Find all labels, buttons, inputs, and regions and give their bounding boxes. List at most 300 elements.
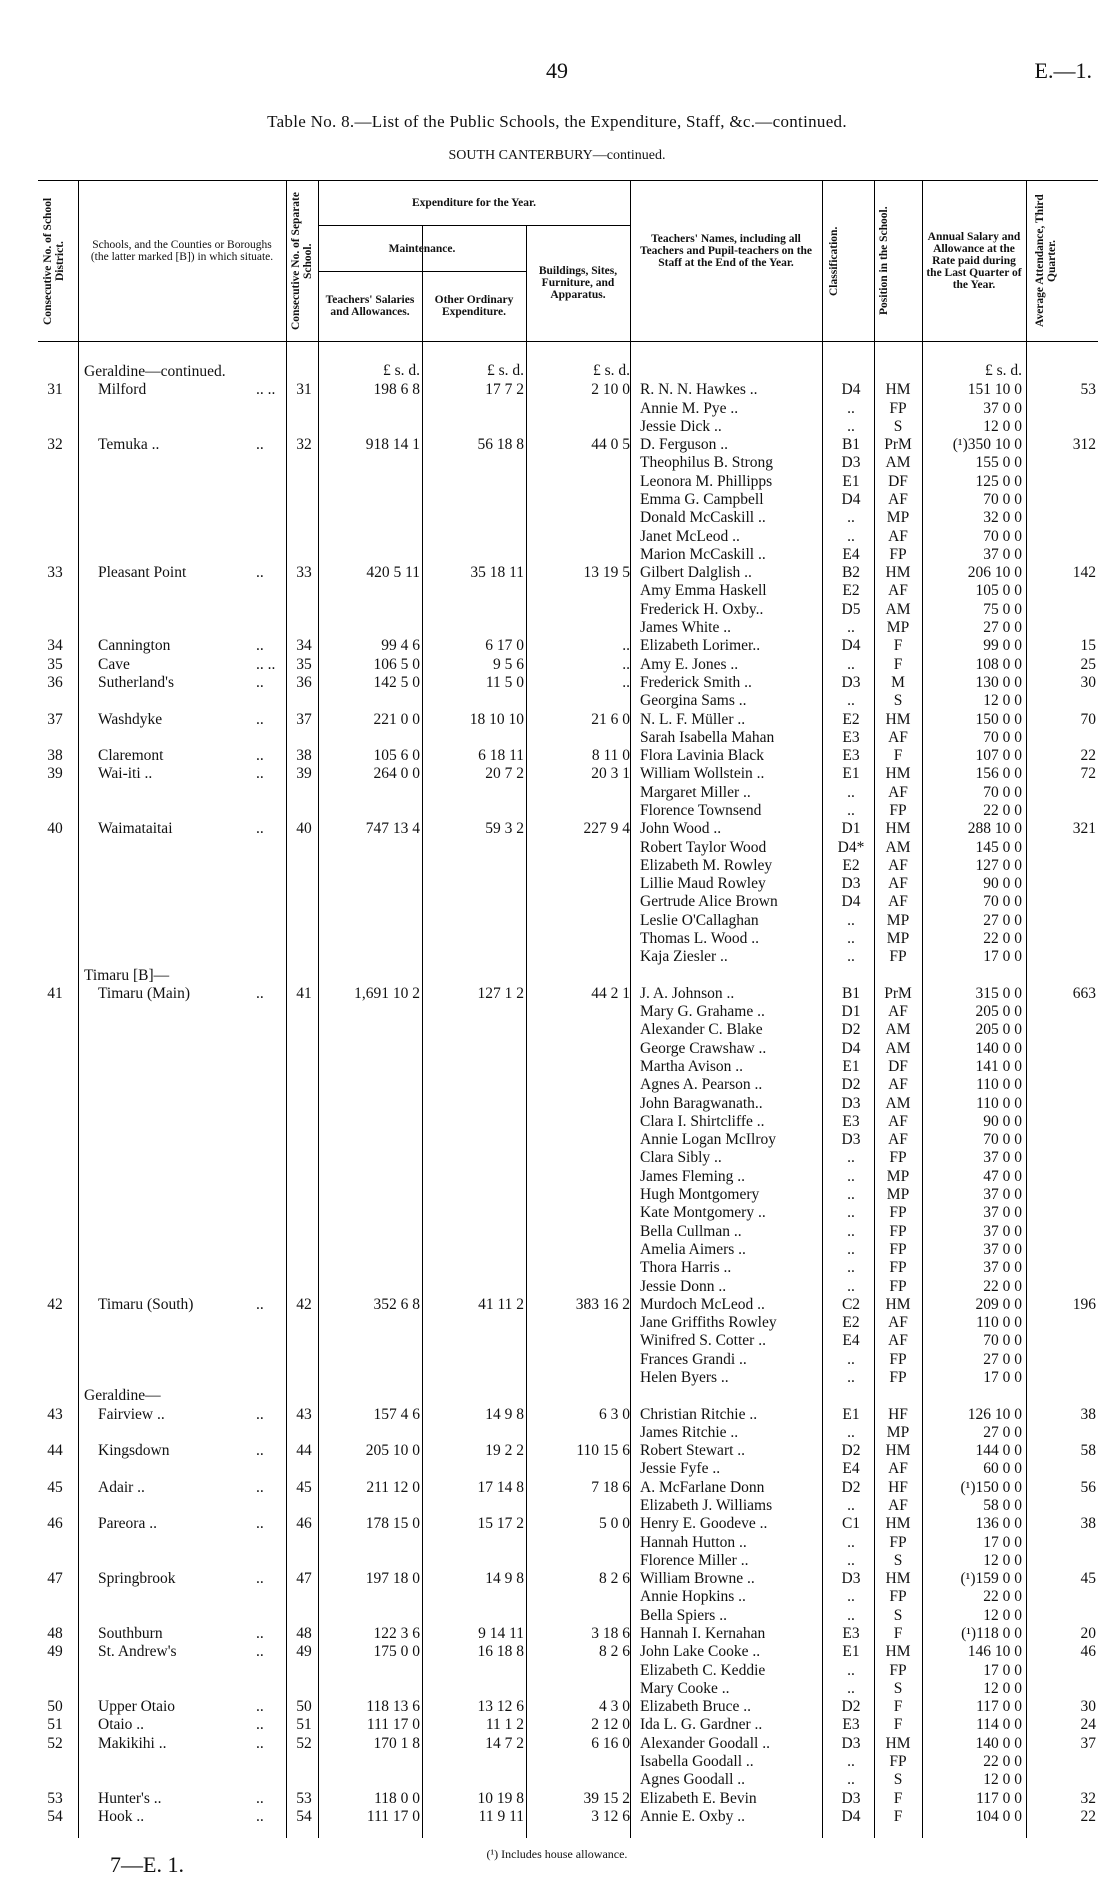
position: HF — [888, 1478, 908, 1496]
table-row — [0, 1278, 1114, 1296]
school-name: Springbrook — [98, 1570, 176, 1588]
teacher-name: Kate Montgomery .. — [640, 1204, 766, 1222]
attendance: 30 — [1080, 673, 1096, 691]
classification: E1 — [842, 765, 860, 783]
position: AF — [888, 856, 908, 874]
leader-dots: .. — [256, 436, 264, 454]
classification: E3 — [842, 1112, 860, 1130]
header-maintenance: Maintenance. — [388, 243, 456, 255]
buildings: .. — [622, 673, 630, 691]
classification: D4 — [841, 893, 861, 911]
annual-salary: 105 0 0 — [975, 582, 1022, 600]
position: FP — [889, 1149, 907, 1167]
header-buildings: Buildings, Sites, Furniture, and Apparatus. — [538, 265, 618, 301]
position: F — [893, 1716, 903, 1734]
classification: .. — [847, 1551, 855, 1569]
table-row — [0, 1149, 1114, 1167]
classification: .. — [847, 1222, 855, 1240]
annual-salary: 108 0 0 — [975, 655, 1022, 673]
table-row — [0, 1204, 1114, 1222]
table-row — [0, 1442, 1114, 1460]
position: F — [893, 1807, 903, 1825]
annual-salary: 130 0 0 — [975, 673, 1022, 691]
table-row — [0, 711, 1114, 729]
attendance: 30 — [1080, 1698, 1096, 1716]
annual-salary: 117 0 0 — [976, 1789, 1022, 1807]
teacher-name: Thomas L. Wood .. — [640, 929, 760, 947]
table-row — [0, 1662, 1114, 1680]
table-row — [0, 1698, 1114, 1716]
table-row — [0, 1625, 1114, 1643]
annual-salary: 145 0 0 — [975, 838, 1022, 856]
school-name: Kingsdown — [98, 1442, 170, 1460]
other-expenditure: 41 11 2 — [478, 1295, 524, 1313]
school-name: Geraldine—continued. — [84, 363, 226, 380]
annual-salary: 104 0 0 — [975, 1807, 1022, 1825]
leader-dots: .. .. — [256, 655, 276, 673]
classification: D5 — [841, 600, 861, 618]
classification: E3 — [842, 1625, 860, 1642]
classification: .. — [847, 1368, 855, 1386]
leader-dots: .. — [256, 1405, 264, 1423]
classification: .. — [847, 783, 855, 801]
annual-salary: 110 0 0 — [976, 1094, 1022, 1112]
school-name: Hook .. — [98, 1807, 145, 1825]
salaries: 918 14 1 — [365, 436, 420, 454]
classification: .. — [847, 1423, 855, 1441]
teacher-name: Mary Cooke .. — [640, 1679, 730, 1697]
table-row — [0, 418, 1114, 436]
table-row — [0, 436, 1114, 454]
position: AF — [888, 893, 908, 911]
annual-salary: 70 0 0 — [983, 783, 1022, 801]
teacher-name: Agnes A. Pearson .. — [640, 1076, 763, 1094]
position: AF — [888, 491, 908, 509]
annual-salary: 22 0 0 — [983, 1277, 1022, 1295]
unit-annual: £ s. d. — [984, 362, 1022, 379]
classification: D2 — [841, 1698, 861, 1716]
teacher-name: Georgina Sams .. — [640, 692, 747, 710]
position: F — [893, 1789, 903, 1807]
table-row — [0, 1716, 1114, 1734]
table-row — [0, 1771, 1114, 1789]
district-no: 38 — [47, 747, 63, 765]
teacher-name: Lillie Maud Rowley — [640, 875, 766, 893]
teacher-name: A. McFarlane Donn — [640, 1478, 765, 1496]
position: HM — [885, 1515, 911, 1533]
teacher-name: Helen Byers .. — [640, 1368, 729, 1386]
classification: E4 — [842, 1460, 860, 1478]
annual-salary: 60 0 0 — [983, 1460, 1022, 1478]
annual-salary: 27 0 0 — [983, 1350, 1022, 1368]
buildings: .. — [622, 655, 630, 673]
leader-dots: .. — [256, 1789, 264, 1807]
classification: D4 — [841, 1807, 861, 1825]
position: HM — [885, 381, 911, 399]
salaries: 105 6 0 — [373, 747, 420, 765]
leader-dots: .. — [256, 820, 264, 838]
position: HM — [885, 1734, 911, 1752]
salaries: 106 5 0 — [373, 655, 420, 673]
school-name: Geraldine— — [84, 1387, 161, 1405]
other-expenditure: 17 7 2 — [485, 381, 524, 399]
salaries: 205 10 0 — [365, 1442, 420, 1460]
classification: D2 — [841, 1478, 861, 1496]
annual-salary: 17 0 0 — [983, 1661, 1022, 1679]
other-expenditure: 6 17 0 — [485, 637, 524, 655]
classification: .. — [847, 1533, 855, 1551]
classification: .. — [847, 399, 855, 417]
table-row — [0, 473, 1114, 491]
classification: D4* — [837, 838, 865, 856]
annual-salary: 27 0 0 — [983, 619, 1022, 637]
annual-salary: 288 10 0 — [967, 820, 1022, 838]
teacher-name: John Baragwanath.. — [640, 1094, 763, 1112]
classification: D3 — [841, 673, 861, 691]
attendance: 25 — [1080, 655, 1096, 673]
position: S — [893, 1679, 903, 1697]
position: S — [893, 417, 903, 435]
position: M — [891, 673, 905, 691]
salaries: 1,691 10 2 — [354, 984, 420, 1002]
attendance: 45 — [1080, 1570, 1096, 1588]
header-salaries: Teachers' Salaries and Allowances. — [325, 294, 415, 318]
position: HF — [888, 1405, 908, 1423]
annual-salary: 127 0 0 — [975, 856, 1022, 874]
separate-no: 40 — [296, 820, 312, 838]
salaries: 352 6 8 — [373, 1295, 420, 1313]
unit-other: £ s. d. — [486, 362, 524, 379]
school-name: Upper Otaio — [98, 1698, 176, 1716]
annual-salary: 117 0 0 — [976, 1698, 1022, 1716]
classification: E1 — [842, 472, 860, 490]
classification: .. — [847, 1771, 855, 1789]
buildings: 5 0 0 — [599, 1515, 630, 1533]
table-row — [0, 765, 1114, 783]
teacher-name: Gilbert Dalglish .. — [640, 564, 752, 582]
classification: B1 — [841, 436, 861, 454]
separate-no: 34 — [296, 637, 312, 655]
district-no: 36 — [47, 673, 63, 691]
annual-salary: 70 0 0 — [983, 728, 1022, 746]
position: FP — [889, 545, 907, 563]
position: FP — [889, 1222, 907, 1240]
leader-dots: .. — [256, 564, 264, 582]
teacher-name: Henry E. Goodeve .. — [640, 1515, 768, 1533]
table-row — [0, 967, 1114, 985]
classification: .. — [847, 1753, 855, 1771]
other-expenditure: 6 18 11 — [478, 747, 524, 765]
table-row — [0, 1332, 1114, 1350]
teacher-name: Gertrude Alice Brown — [640, 893, 778, 911]
classification: D1 — [841, 1003, 861, 1021]
salaries: 122 3 6 — [373, 1625, 420, 1642]
leader-dots: .. — [256, 747, 264, 765]
classification: D3 — [841, 875, 861, 893]
classification: .. — [847, 1186, 855, 1204]
table-row — [0, 1040, 1114, 1058]
teacher-name: Annie Hopkins .. — [640, 1588, 746, 1606]
classification: .. — [847, 1661, 855, 1679]
district-no: 35 — [47, 655, 63, 673]
school-name: Timaru (South) — [98, 1295, 194, 1313]
buildings: 21 6 0 — [591, 710, 630, 728]
teacher-name: Thora Harris .. — [640, 1259, 732, 1277]
annual-salary: 114 0 0 — [976, 1716, 1022, 1734]
leader-dots: .. — [256, 1570, 264, 1588]
school-name: Cannington — [98, 637, 171, 655]
table-row — [0, 1479, 1114, 1497]
table-row — [0, 1808, 1114, 1826]
annual-salary: (¹)350 10 0 — [952, 436, 1022, 454]
position: F — [893, 1698, 903, 1716]
other-expenditure: 9 14 11 — [478, 1625, 524, 1642]
annual-salary: 37 0 0 — [983, 1186, 1022, 1204]
classification: D3 — [841, 1570, 861, 1588]
district-no: 47 — [47, 1570, 63, 1588]
separate-no: 51 — [296, 1716, 312, 1734]
buildings: 44 0 5 — [591, 436, 630, 454]
buildings: 2 12 0 — [591, 1716, 630, 1734]
annual-salary: 22 0 0 — [983, 929, 1022, 947]
classification: E4 — [842, 1332, 860, 1350]
district-no: 52 — [47, 1734, 63, 1752]
annual-salary: 156 0 0 — [975, 765, 1022, 783]
other-expenditure: 19 2 2 — [485, 1442, 524, 1460]
position: AF — [888, 582, 908, 600]
classification: .. — [847, 527, 855, 545]
annual-salary: 90 0 0 — [983, 1112, 1022, 1130]
buildings: 13 19 5 — [583, 564, 630, 582]
teacher-name: James Fleming .. — [640, 1167, 746, 1185]
annual-salary: 70 0 0 — [983, 893, 1022, 911]
classification: .. — [847, 801, 855, 819]
position: HM — [885, 765, 911, 783]
table-row — [0, 1113, 1114, 1131]
buildings: 8 2 6 — [599, 1570, 630, 1588]
teacher-name: Marion McCaskill .. — [640, 545, 766, 563]
other-expenditure: 11 9 11 — [478, 1807, 524, 1825]
annual-salary: 140 0 0 — [975, 1039, 1022, 1057]
position: AM — [885, 1039, 911, 1057]
district-no: 48 — [47, 1625, 63, 1642]
table-row — [0, 582, 1114, 600]
table-row — [0, 1570, 1114, 1588]
attendance: 24 — [1080, 1716, 1096, 1734]
teacher-name: Jessie Dick .. — [640, 417, 722, 435]
classification: D4 — [841, 381, 861, 399]
table-row — [0, 820, 1114, 838]
table-row — [0, 1643, 1114, 1661]
annual-salary: 99 0 0 — [983, 637, 1022, 655]
leader-dots: .. — [256, 1295, 264, 1313]
annual-salary: 155 0 0 — [975, 454, 1022, 472]
teacher-name: D. Ferguson .. — [640, 436, 728, 454]
classification: .. — [847, 1240, 855, 1258]
table-row — [0, 1351, 1114, 1369]
position: MP — [886, 911, 910, 929]
classification: D4 — [841, 491, 861, 509]
position: AM — [885, 600, 911, 618]
leader-dots: .. — [256, 1625, 264, 1642]
district-no: 46 — [47, 1515, 63, 1533]
position: FP — [889, 1277, 907, 1295]
position: PrM — [884, 436, 912, 454]
position: MP — [886, 929, 910, 947]
annual-salary: 58 0 0 — [983, 1496, 1022, 1514]
teacher-name: Mary G. Grahame .. — [640, 1003, 765, 1021]
leader-dots: .. — [256, 1716, 264, 1734]
table-row — [0, 1680, 1114, 1698]
separate-no: 45 — [296, 1478, 312, 1496]
school-name: Hunter's .. — [98, 1789, 162, 1807]
annual-salary: 141 0 0 — [975, 1058, 1022, 1076]
table-row — [0, 637, 1114, 655]
classification: .. — [847, 1588, 855, 1606]
district-no: 42 — [47, 1295, 63, 1313]
position: HM — [885, 1643, 911, 1661]
footer-reference: 7—E. 1. — [110, 1852, 184, 1877]
district-no: 37 — [47, 710, 63, 728]
teacher-name: Bella Cullman .. — [640, 1222, 742, 1240]
teacher-name: Annie M. Pye .. — [640, 399, 739, 417]
table-row — [0, 1607, 1114, 1625]
other-expenditure: 11 5 0 — [485, 673, 524, 691]
position: DF — [888, 1058, 908, 1076]
attendance: 20 — [1080, 1625, 1096, 1642]
teacher-name: Margaret Miller .. — [640, 783, 751, 801]
annual-salary: (¹)150 0 0 — [960, 1478, 1022, 1496]
teacher-name: J. A. Johnson .. — [640, 984, 735, 1002]
leader-dots: .. — [256, 637, 264, 655]
position: AF — [888, 1460, 908, 1478]
buildings: 20 3 1 — [591, 765, 630, 783]
district-no: 41 — [47, 984, 63, 1002]
classification: D4 — [841, 1039, 861, 1057]
classification: E1 — [842, 1405, 860, 1423]
table-row — [0, 546, 1114, 564]
school-name: Timaru (Main) — [98, 984, 190, 1002]
header-schools: Schools, and the Counties or Boroughs (the latter marked [B]) in which situate. — [90, 239, 274, 263]
salaries: 264 0 0 — [373, 765, 420, 783]
annual-salary: 37 0 0 — [983, 1204, 1022, 1222]
table-row — [0, 1076, 1114, 1094]
buildings: 8 2 6 — [599, 1643, 630, 1661]
teacher-name: Elizabeth E. Bevin — [640, 1789, 757, 1807]
teacher-name: George Crawshaw .. — [640, 1039, 767, 1057]
teacher-name: William Wollstein .. — [640, 765, 765, 783]
annual-salary: 27 0 0 — [983, 911, 1022, 929]
classification: D1 — [841, 820, 861, 838]
school-name: Fairview .. — [98, 1405, 165, 1423]
annual-salary: 75 0 0 — [983, 600, 1022, 618]
teacher-name: Amy E. Jones .. — [640, 655, 739, 673]
teacher-name: Hannah I. Kernahan — [640, 1625, 766, 1642]
position: AF — [888, 1314, 908, 1332]
position: AF — [888, 1076, 908, 1094]
classification: .. — [847, 929, 855, 947]
other-expenditure: 17 14 8 — [477, 1478, 524, 1496]
header-annual: Annual Salary and Allowance at the Rate paid during the Last Quarter of the Year. — [926, 231, 1022, 291]
teacher-name: Clara I. Shirtcliffe .. — [640, 1112, 765, 1130]
buildings: 2 10 0 — [591, 381, 630, 399]
table-row — [0, 1259, 1114, 1277]
position: S — [893, 1771, 903, 1789]
header-separate-no: Consecutive No. of Separate School. — [290, 192, 314, 330]
classification: E1 — [842, 1058, 860, 1076]
salaries: 170 1 8 — [373, 1734, 420, 1752]
teacher-name: Leslie O'Callaghan — [640, 911, 759, 929]
unit-buildings: £ s. d. — [592, 362, 630, 379]
teacher-name: Bella Spiers .. — [640, 1606, 727, 1624]
position: AF — [888, 1003, 908, 1021]
position: DF — [888, 472, 908, 490]
separate-no: 44 — [296, 1442, 312, 1460]
table-row — [0, 1753, 1114, 1771]
teacher-name: Elizabeth M. Rowley — [640, 856, 773, 874]
table-row — [0, 1406, 1114, 1424]
separate-no: 38 — [296, 747, 312, 765]
district-no: 34 — [47, 637, 63, 655]
district-no: 44 — [47, 1442, 63, 1460]
other-expenditure: 14 9 8 — [485, 1405, 524, 1423]
school-name: Otaio .. — [98, 1716, 145, 1734]
attendance: 70 — [1080, 710, 1096, 728]
position: FP — [889, 801, 907, 819]
teacher-name: Jane Griffiths Rowley — [640, 1314, 777, 1332]
classification: .. — [847, 948, 855, 966]
teacher-name: Robert Stewart .. — [640, 1442, 746, 1460]
district-no: 43 — [47, 1405, 63, 1423]
salaries: 198 6 8 — [373, 381, 420, 399]
position: AF — [888, 1112, 908, 1130]
position: S — [893, 1606, 903, 1624]
position: FP — [889, 948, 907, 966]
annual-salary: 27 0 0 — [983, 1423, 1022, 1441]
table-row — [0, 1241, 1114, 1259]
table-row — [0, 875, 1114, 893]
header-other: Other Ordinary Expenditure. — [434, 294, 514, 318]
annual-salary: 206 10 0 — [967, 564, 1022, 582]
table-row — [0, 656, 1114, 674]
table-title: Table No. 8.—List of the Public Schools, the Expenditure, Staff, &c.—continued. — [267, 112, 847, 131]
attendance: 663 — [1072, 984, 1096, 1002]
table-row — [0, 912, 1114, 930]
buildings: 6 16 0 — [591, 1734, 630, 1752]
annual-salary: 32 0 0 — [983, 509, 1022, 527]
table-row — [0, 381, 1114, 399]
position: FP — [889, 1533, 907, 1551]
other-expenditure: 9 5 6 — [493, 655, 524, 673]
position: AM — [885, 454, 911, 472]
position: HM — [885, 564, 911, 582]
buildings: 4 3 0 — [599, 1698, 630, 1716]
position: FP — [889, 1753, 907, 1771]
table-row — [0, 1552, 1114, 1570]
buildings: 44 2 1 — [591, 984, 630, 1002]
annual-salary: 37 0 0 — [983, 399, 1022, 417]
teacher-name: Clara Sibly .. — [640, 1149, 722, 1167]
annual-salary: 205 0 0 — [975, 1003, 1022, 1021]
classification: D2 — [841, 1076, 861, 1094]
classification: .. — [847, 1606, 855, 1624]
teacher-name: Murdoch McLeod .. — [640, 1295, 765, 1313]
school-name: Pareora .. — [98, 1515, 157, 1533]
annual-salary: 90 0 0 — [983, 875, 1022, 893]
salaries: 118 13 6 — [366, 1698, 420, 1716]
other-expenditure: 10 19 8 — [477, 1789, 524, 1807]
teacher-name: Isabella Goodall .. — [640, 1753, 754, 1771]
